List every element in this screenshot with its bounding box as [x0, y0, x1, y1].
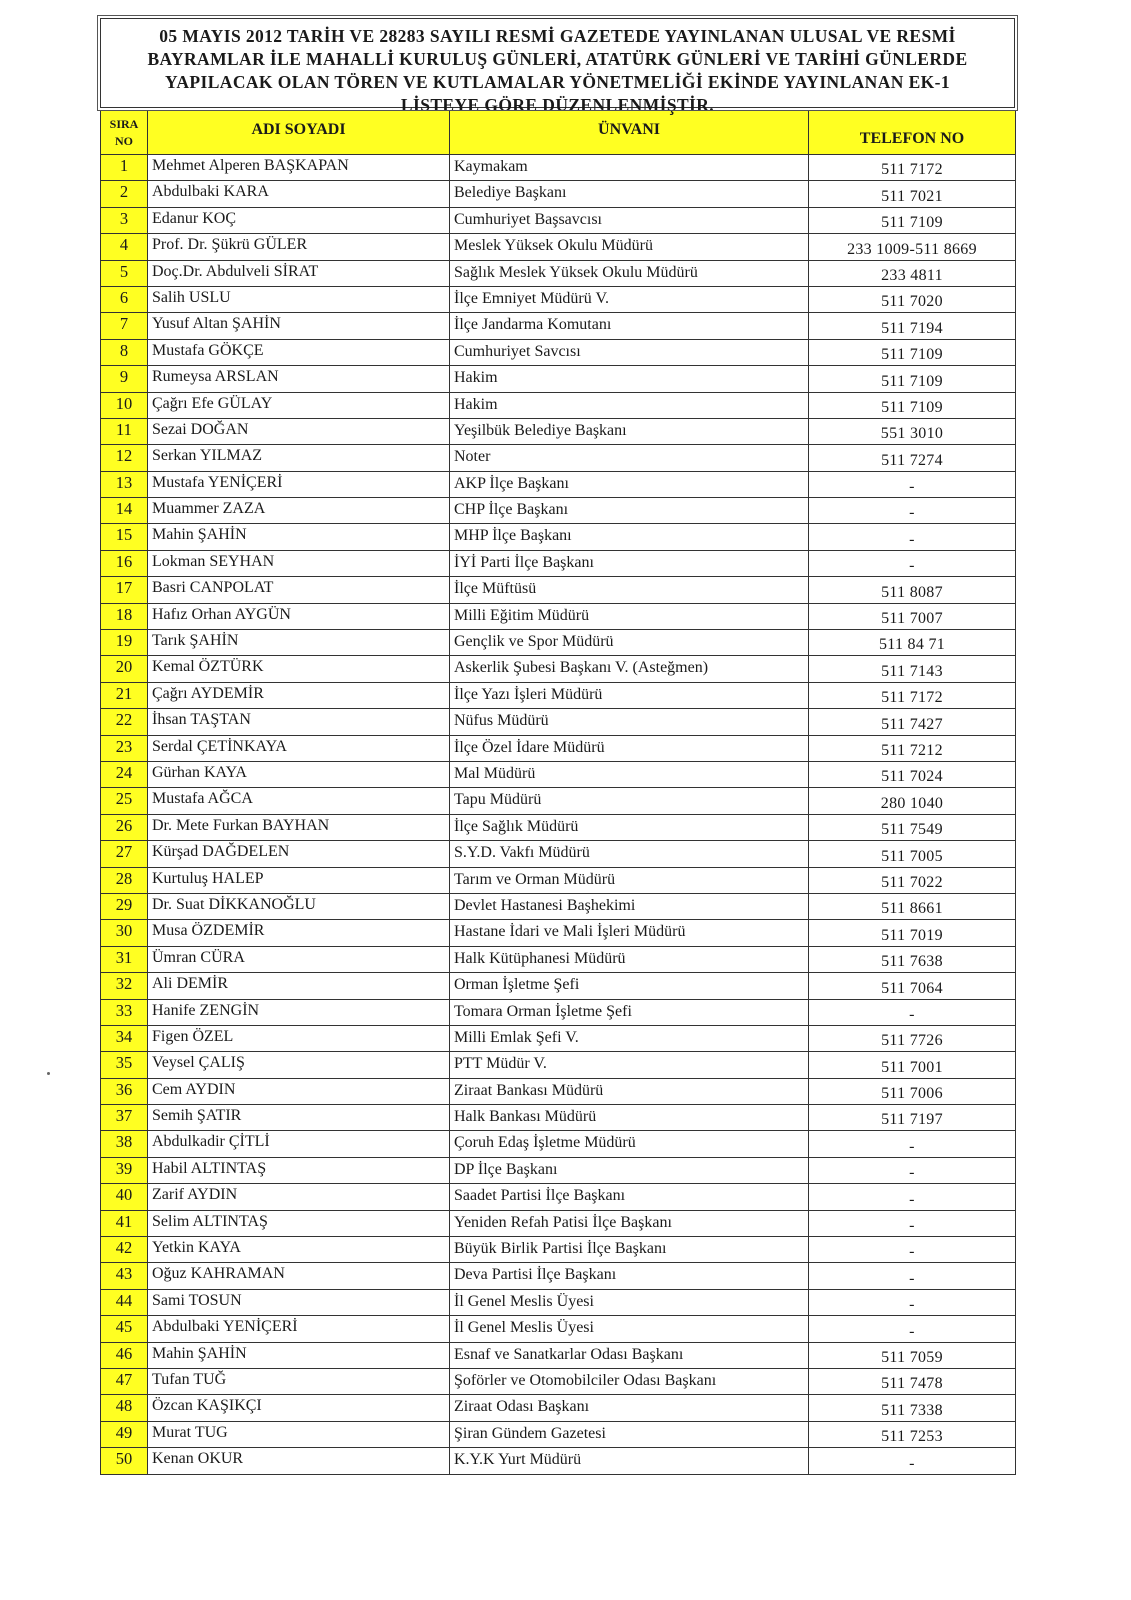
- row-name: Kemal ÖZTÜRK: [148, 656, 450, 682]
- table-row: [101, 577, 1016, 603]
- scan-speck: [47, 1072, 50, 1075]
- row-phone: -: [809, 1237, 1016, 1263]
- row-title: AKP İlçe Başkanı: [450, 471, 809, 497]
- row-phone: -: [809, 1263, 1016, 1289]
- row-number: 44: [101, 1289, 148, 1315]
- row-number: 27: [101, 841, 148, 867]
- row-number: 10: [101, 392, 148, 418]
- row-number: 15: [101, 524, 148, 550]
- row-title: Halk Bankası Müdürü: [450, 1105, 809, 1131]
- table-row: [101, 234, 1016, 260]
- title-line-2: BAYRAMLAR İLE MAHALLİ KURULUŞ GÜNLERİ, ATATÜRK GÜNLERİ VE TARİHİ GÜNLERDE: [147, 49, 968, 69]
- row-number: 35: [101, 1052, 148, 1078]
- row-number: 38: [101, 1131, 148, 1157]
- row-name: Hafız Orhan AYGÜN: [148, 603, 450, 629]
- table-row: [101, 893, 1016, 919]
- row-title: Şiran Gündem Gazetesi: [450, 1421, 809, 1447]
- row-number: 18: [101, 603, 148, 629]
- row-name: Abdulkadir ÇİTLİ: [148, 1131, 450, 1157]
- row-name: Serkan YILMAZ: [148, 445, 450, 471]
- row-number: 40: [101, 1184, 148, 1210]
- row-phone: 511 84 71: [809, 630, 1016, 656]
- row-number: 29: [101, 893, 148, 919]
- row-name: Çağrı Efe GÜLAY: [148, 392, 450, 418]
- row-phone: 511 7064: [809, 973, 1016, 999]
- row-phone: -: [809, 1184, 1016, 1210]
- row-phone: 511 7478: [809, 1368, 1016, 1394]
- row-title: Kaymakam: [450, 155, 809, 181]
- row-phone: 511 8661: [809, 893, 1016, 919]
- row-phone: 511 7024: [809, 761, 1016, 787]
- table-row: [101, 418, 1016, 444]
- row-phone: 511 7109: [809, 207, 1016, 233]
- row-title: Şoförler ve Otomobilciler Odası Başkanı: [450, 1368, 809, 1394]
- table-row: [101, 339, 1016, 365]
- row-name: Çağrı AYDEMİR: [148, 682, 450, 708]
- row-title: Yeniden Refah Patisi İlçe Başkanı: [450, 1210, 809, 1236]
- row-phone: 511 7338: [809, 1395, 1016, 1421]
- row-number: 45: [101, 1316, 148, 1342]
- row-name: Kenan OKUR: [148, 1448, 450, 1474]
- table-row: [101, 920, 1016, 946]
- row-title: Büyük Birlik Partisi İlçe Başkanı: [450, 1237, 809, 1263]
- row-phone: 511 7059: [809, 1342, 1016, 1368]
- row-number: 42: [101, 1237, 148, 1263]
- row-title: Milli Emlak Şefi V.: [450, 1025, 809, 1051]
- row-title: Halk Kütüphanesi Müdürü: [450, 946, 809, 972]
- row-number: 46: [101, 1342, 148, 1368]
- row-number: 50: [101, 1448, 148, 1474]
- row-number: 41: [101, 1210, 148, 1236]
- table-row: [101, 286, 1016, 312]
- row-phone: 511 7638: [809, 946, 1016, 972]
- row-number: 37: [101, 1105, 148, 1131]
- row-title: Ziraat Odası Başkanı: [450, 1395, 809, 1421]
- row-phone: 511 7020: [809, 286, 1016, 312]
- row-title: CHP İlçe Başkanı: [450, 498, 809, 524]
- title-line-4: LİSTEYE GÖRE DÜZENLENMİŞTİR.: [400, 95, 715, 115]
- row-phone: 511 7197: [809, 1105, 1016, 1131]
- row-phone: -: [809, 550, 1016, 576]
- table-row: [101, 709, 1016, 735]
- row-name: Yusuf Altan ŞAHİN: [148, 313, 450, 339]
- table-row: [101, 1316, 1016, 1342]
- row-number: 14: [101, 498, 148, 524]
- table-row: [101, 841, 1016, 867]
- row-title: İl Genel Meslis Üyesi: [450, 1316, 809, 1342]
- row-name: Edanur KOÇ: [148, 207, 450, 233]
- row-phone: 233 1009-511 8669: [809, 234, 1016, 260]
- row-name: Serdal ÇETİNKAYA: [148, 735, 450, 761]
- row-number: 25: [101, 788, 148, 814]
- row-title: Milli Eğitim Müdürü: [450, 603, 809, 629]
- row-name: Özcan KAŞIKÇI: [148, 1395, 450, 1421]
- row-name: Veysel ÇALIŞ: [148, 1052, 450, 1078]
- row-title: Noter: [450, 445, 809, 471]
- row-number: 31: [101, 946, 148, 972]
- row-title: Tarım ve Orman Müdürü: [450, 867, 809, 893]
- row-number: 19: [101, 630, 148, 656]
- row-phone: 511 7019: [809, 920, 1016, 946]
- row-phone: 511 7274: [809, 445, 1016, 471]
- row-title: DP İlçe Başkanı: [450, 1157, 809, 1183]
- row-name: Tufan TUĞ: [148, 1368, 450, 1394]
- header-phone: TELEFON NO: [809, 111, 1016, 155]
- row-phone: -: [809, 1316, 1016, 1342]
- row-name: Muammer ZAZA: [148, 498, 450, 524]
- table-row: [101, 313, 1016, 339]
- row-phone: 233 4811: [809, 260, 1016, 286]
- row-title: Hakim: [450, 366, 809, 392]
- table-row: [101, 630, 1016, 656]
- row-phone: 511 7021: [809, 181, 1016, 207]
- table-row: [101, 761, 1016, 787]
- row-name: Doç.Dr. Abdulveli SİRAT: [148, 260, 450, 286]
- row-number: 47: [101, 1368, 148, 1394]
- row-name: Lokman SEYHAN: [148, 550, 450, 576]
- row-name: Figen ÖZEL: [148, 1025, 450, 1051]
- row-title: PTT Müdür V.: [450, 1052, 809, 1078]
- row-name: Kürşad DAĞDELEN: [148, 841, 450, 867]
- table-row: [101, 550, 1016, 576]
- row-phone: -: [809, 1157, 1016, 1183]
- table-row: [101, 524, 1016, 550]
- table-row: [101, 471, 1016, 497]
- row-name: Mustafa AĞCA: [148, 788, 450, 814]
- row-number: 28: [101, 867, 148, 893]
- table-row: [101, 788, 1016, 814]
- row-phone: -: [809, 471, 1016, 497]
- table-row: [101, 1025, 1016, 1051]
- table-row: [101, 1263, 1016, 1289]
- title-line-1: 05 MAYIS 2012 TARİH VE 28283 SAYILI RESMİ GAZETEDE YAYINLANAN ULUSAL VE RESMİ: [159, 26, 956, 46]
- row-number: 39: [101, 1157, 148, 1183]
- row-name: Rumeysa ARSLAN: [148, 366, 450, 392]
- document-title-box: [100, 18, 1015, 115]
- row-title: Orman İşletme Şefi: [450, 973, 809, 999]
- table-row: [101, 392, 1016, 418]
- row-phone: 280 1040: [809, 788, 1016, 814]
- table-row: [101, 999, 1016, 1025]
- row-number: 9: [101, 366, 148, 392]
- header-sira-no: [101, 111, 148, 155]
- row-phone: 551 3010: [809, 418, 1016, 444]
- row-title: İlçe Jandarma Komutanı: [450, 313, 809, 339]
- row-title: İlçe Yazı İşleri Müdürü: [450, 682, 809, 708]
- row-name: Mustafa YENİÇERİ: [148, 471, 450, 497]
- row-name: Murat TUG: [148, 1421, 450, 1447]
- table-row: [101, 1448, 1016, 1474]
- table-row: [101, 1157, 1016, 1183]
- row-name: Dr. Mete Furkan BAYHAN: [148, 814, 450, 840]
- row-phone: -: [809, 1210, 1016, 1236]
- row-phone: 511 7109: [809, 366, 1016, 392]
- row-number: 32: [101, 973, 148, 999]
- row-name: Sezai DOĞAN: [148, 418, 450, 444]
- row-phone: 511 7172: [809, 682, 1016, 708]
- row-name: Abdulbaki KARA: [148, 181, 450, 207]
- row-title: Mal Müdürü: [450, 761, 809, 787]
- row-phone: -: [809, 524, 1016, 550]
- row-name: Musa ÖZDEMİR: [148, 920, 450, 946]
- table-row: [101, 260, 1016, 286]
- row-number: 12: [101, 445, 148, 471]
- row-number: 26: [101, 814, 148, 840]
- row-number: 23: [101, 735, 148, 761]
- row-phone: 511 7427: [809, 709, 1016, 735]
- row-phone: 511 7194: [809, 313, 1016, 339]
- row-phone: 511 7109: [809, 339, 1016, 365]
- row-number: 30: [101, 920, 148, 946]
- table-row: [101, 656, 1016, 682]
- row-name: Selim ALTINTAŞ: [148, 1210, 450, 1236]
- row-number: 22: [101, 709, 148, 735]
- row-name: Semih ŞATIR: [148, 1105, 450, 1131]
- row-number: 20: [101, 656, 148, 682]
- row-phone: 511 7022: [809, 867, 1016, 893]
- table-row: [101, 867, 1016, 893]
- row-title: İlçe Sağlık Müdürü: [450, 814, 809, 840]
- row-name: Gürhan KAYA: [148, 761, 450, 787]
- row-number: 33: [101, 999, 148, 1025]
- row-name: Dr. Suat DİKKANOĞLU: [148, 893, 450, 919]
- row-title: Belediye Başkanı: [450, 181, 809, 207]
- row-number: 21: [101, 682, 148, 708]
- row-name: Hanife ZENGİN: [148, 999, 450, 1025]
- row-phone: 511 7253: [809, 1421, 1016, 1447]
- table-row: [101, 1342, 1016, 1368]
- table-row: [101, 1052, 1016, 1078]
- document-page: [100, 18, 1015, 1475]
- table-row: [101, 207, 1016, 233]
- table-row: [101, 603, 1016, 629]
- table-row: [101, 946, 1016, 972]
- table-row: [101, 1289, 1016, 1315]
- row-phone: 511 7007: [809, 603, 1016, 629]
- table-row: [101, 155, 1016, 181]
- row-title: İl Genel Meslis Üyesi: [450, 1289, 809, 1315]
- row-title: K.Y.K Yurt Müdürü: [450, 1448, 809, 1474]
- row-number: 3: [101, 207, 148, 233]
- row-title: Sağlık Meslek Yüksek Okulu Müdürü: [450, 260, 809, 286]
- row-number: 5: [101, 260, 148, 286]
- table-row: [101, 498, 1016, 524]
- row-title: Çoruh Edaş İşletme Müdürü: [450, 1131, 809, 1157]
- row-name: Oğuz KAHRAMAN: [148, 1263, 450, 1289]
- row-number: 43: [101, 1263, 148, 1289]
- row-number: 17: [101, 577, 148, 603]
- table-row: [101, 1105, 1016, 1131]
- table-row: [101, 1078, 1016, 1104]
- table-row: [101, 1395, 1016, 1421]
- row-number: 48: [101, 1395, 148, 1421]
- row-number: 1: [101, 155, 148, 181]
- row-phone: 511 7006: [809, 1078, 1016, 1104]
- row-name: Kurtuluş HALEP: [148, 867, 450, 893]
- table-row: [101, 735, 1016, 761]
- header-title: ÜNVANI: [450, 111, 809, 155]
- table-row: [101, 1421, 1016, 1447]
- row-title: Ziraat Bankası Müdürü: [450, 1078, 809, 1104]
- row-phone: -: [809, 1448, 1016, 1474]
- row-phone: 511 7549: [809, 814, 1016, 840]
- row-name: Zarif AYDIN: [148, 1184, 450, 1210]
- row-name: Cem AYDIN: [148, 1078, 450, 1104]
- row-name: Mustafa GÖKÇE: [148, 339, 450, 365]
- row-name: İhsan TAŞTAN: [148, 709, 450, 735]
- row-name: Salih USLU: [148, 286, 450, 312]
- row-name: Abdulbaki YENİÇERİ: [148, 1316, 450, 1342]
- row-phone: -: [809, 498, 1016, 524]
- table-row: [101, 973, 1016, 999]
- row-title: Deva Partisi İlçe Başkanı: [450, 1263, 809, 1289]
- row-phone: 511 7001: [809, 1052, 1016, 1078]
- row-title: Devlet Hastanesi Başhekimi: [450, 893, 809, 919]
- row-number: 13: [101, 471, 148, 497]
- row-title: Tomara Orman İşletme Şefi: [450, 999, 809, 1025]
- table-header-row: [101, 111, 1016, 155]
- table-row: [101, 1237, 1016, 1263]
- header-no-label: NO: [115, 133, 133, 148]
- row-title: Hastane İdari ve Mali İşleri Müdürü: [450, 920, 809, 946]
- row-number: 2: [101, 181, 148, 207]
- row-title: İYİ Parti İlçe Başkanı: [450, 550, 809, 576]
- row-title: Meslek Yüksek Okulu Müdürü: [450, 234, 809, 260]
- table-row: [101, 1131, 1016, 1157]
- row-name: Yetkin KAYA: [148, 1237, 450, 1263]
- row-name: Habil ALTINTAŞ: [148, 1157, 450, 1183]
- row-title: Cumhuriyet Savcısı: [450, 339, 809, 365]
- table-row: [101, 1368, 1016, 1394]
- row-title: İlçe Emniyet Müdürü V.: [450, 286, 809, 312]
- table-row: [101, 1184, 1016, 1210]
- row-phone: 511 7005: [809, 841, 1016, 867]
- row-phone: 511 7172: [809, 155, 1016, 181]
- row-number: 4: [101, 234, 148, 260]
- row-title: Tapu Müdürü: [450, 788, 809, 814]
- row-number: 16: [101, 550, 148, 576]
- row-name: Tarık ŞAHİN: [148, 630, 450, 656]
- row-phone: -: [809, 999, 1016, 1025]
- row-number: 8: [101, 339, 148, 365]
- row-title: S.Y.D. Vakfı Müdürü: [450, 841, 809, 867]
- row-title: İlçe Özel İdare Müdürü: [450, 735, 809, 761]
- row-name: Ümran CÜRA: [148, 946, 450, 972]
- row-title: Askerlik Şubesi Başkanı V. (Asteğmen): [450, 656, 809, 682]
- row-number: 36: [101, 1078, 148, 1104]
- row-name: Basri CANPOLAT: [148, 577, 450, 603]
- row-phone: 511 7726: [809, 1025, 1016, 1051]
- protocol-list-table: [100, 110, 1016, 1475]
- header-name: ADI SOYADI: [148, 111, 450, 155]
- row-title: Hakim: [450, 392, 809, 418]
- row-number: 49: [101, 1421, 148, 1447]
- row-name: Mahin ŞAHİN: [148, 524, 450, 550]
- row-title: Saadet Partisi İlçe Başkanı: [450, 1184, 809, 1210]
- row-title: MHP İlçe Başkanı: [450, 524, 809, 550]
- row-number: 34: [101, 1025, 148, 1051]
- row-phone: -: [809, 1131, 1016, 1157]
- row-name: Sami TOSUN: [148, 1289, 450, 1315]
- row-title: Nüfus Müdürü: [450, 709, 809, 735]
- title-line-3: YAPILACAK OLAN TÖREN VE KUTLAMALAR YÖNETMELİĞİ EKİNDE YAYINLANAN EK-1: [164, 72, 951, 92]
- row-phone: 511 8087: [809, 577, 1016, 603]
- row-phone: 511 7109: [809, 392, 1016, 418]
- table-row: [101, 181, 1016, 207]
- row-title: İlçe Müftüsü: [450, 577, 809, 603]
- row-number: 24: [101, 761, 148, 787]
- row-name: Ali DEMİR: [148, 973, 450, 999]
- row-phone: 511 7212: [809, 735, 1016, 761]
- row-title: Gençlik ve Spor Müdürü: [450, 630, 809, 656]
- row-phone: -: [809, 1289, 1016, 1315]
- row-title: Esnaf ve Sanatkarlar Odası Başkanı: [450, 1342, 809, 1368]
- table-row: [101, 682, 1016, 708]
- row-name: Prof. Dr. Şükrü GÜLER: [148, 234, 450, 260]
- table-row: [101, 445, 1016, 471]
- row-number: 7: [101, 313, 148, 339]
- row-name: Mehmet Alperen BAŞKAPAN: [148, 155, 450, 181]
- row-number: 6: [101, 286, 148, 312]
- row-name: Mahin ŞAHİN: [148, 1342, 450, 1368]
- table-row: [101, 814, 1016, 840]
- row-title: Cumhuriyet Başsavcısı: [450, 207, 809, 233]
- row-title: Yeşilbük Belediye Başkanı: [450, 418, 809, 444]
- table-row: [101, 1210, 1016, 1236]
- header-sira-label: SIRA: [109, 116, 139, 131]
- table-row: [101, 366, 1016, 392]
- table-body: [101, 155, 1016, 1475]
- row-phone: 511 7143: [809, 656, 1016, 682]
- row-number: 11: [101, 418, 148, 444]
